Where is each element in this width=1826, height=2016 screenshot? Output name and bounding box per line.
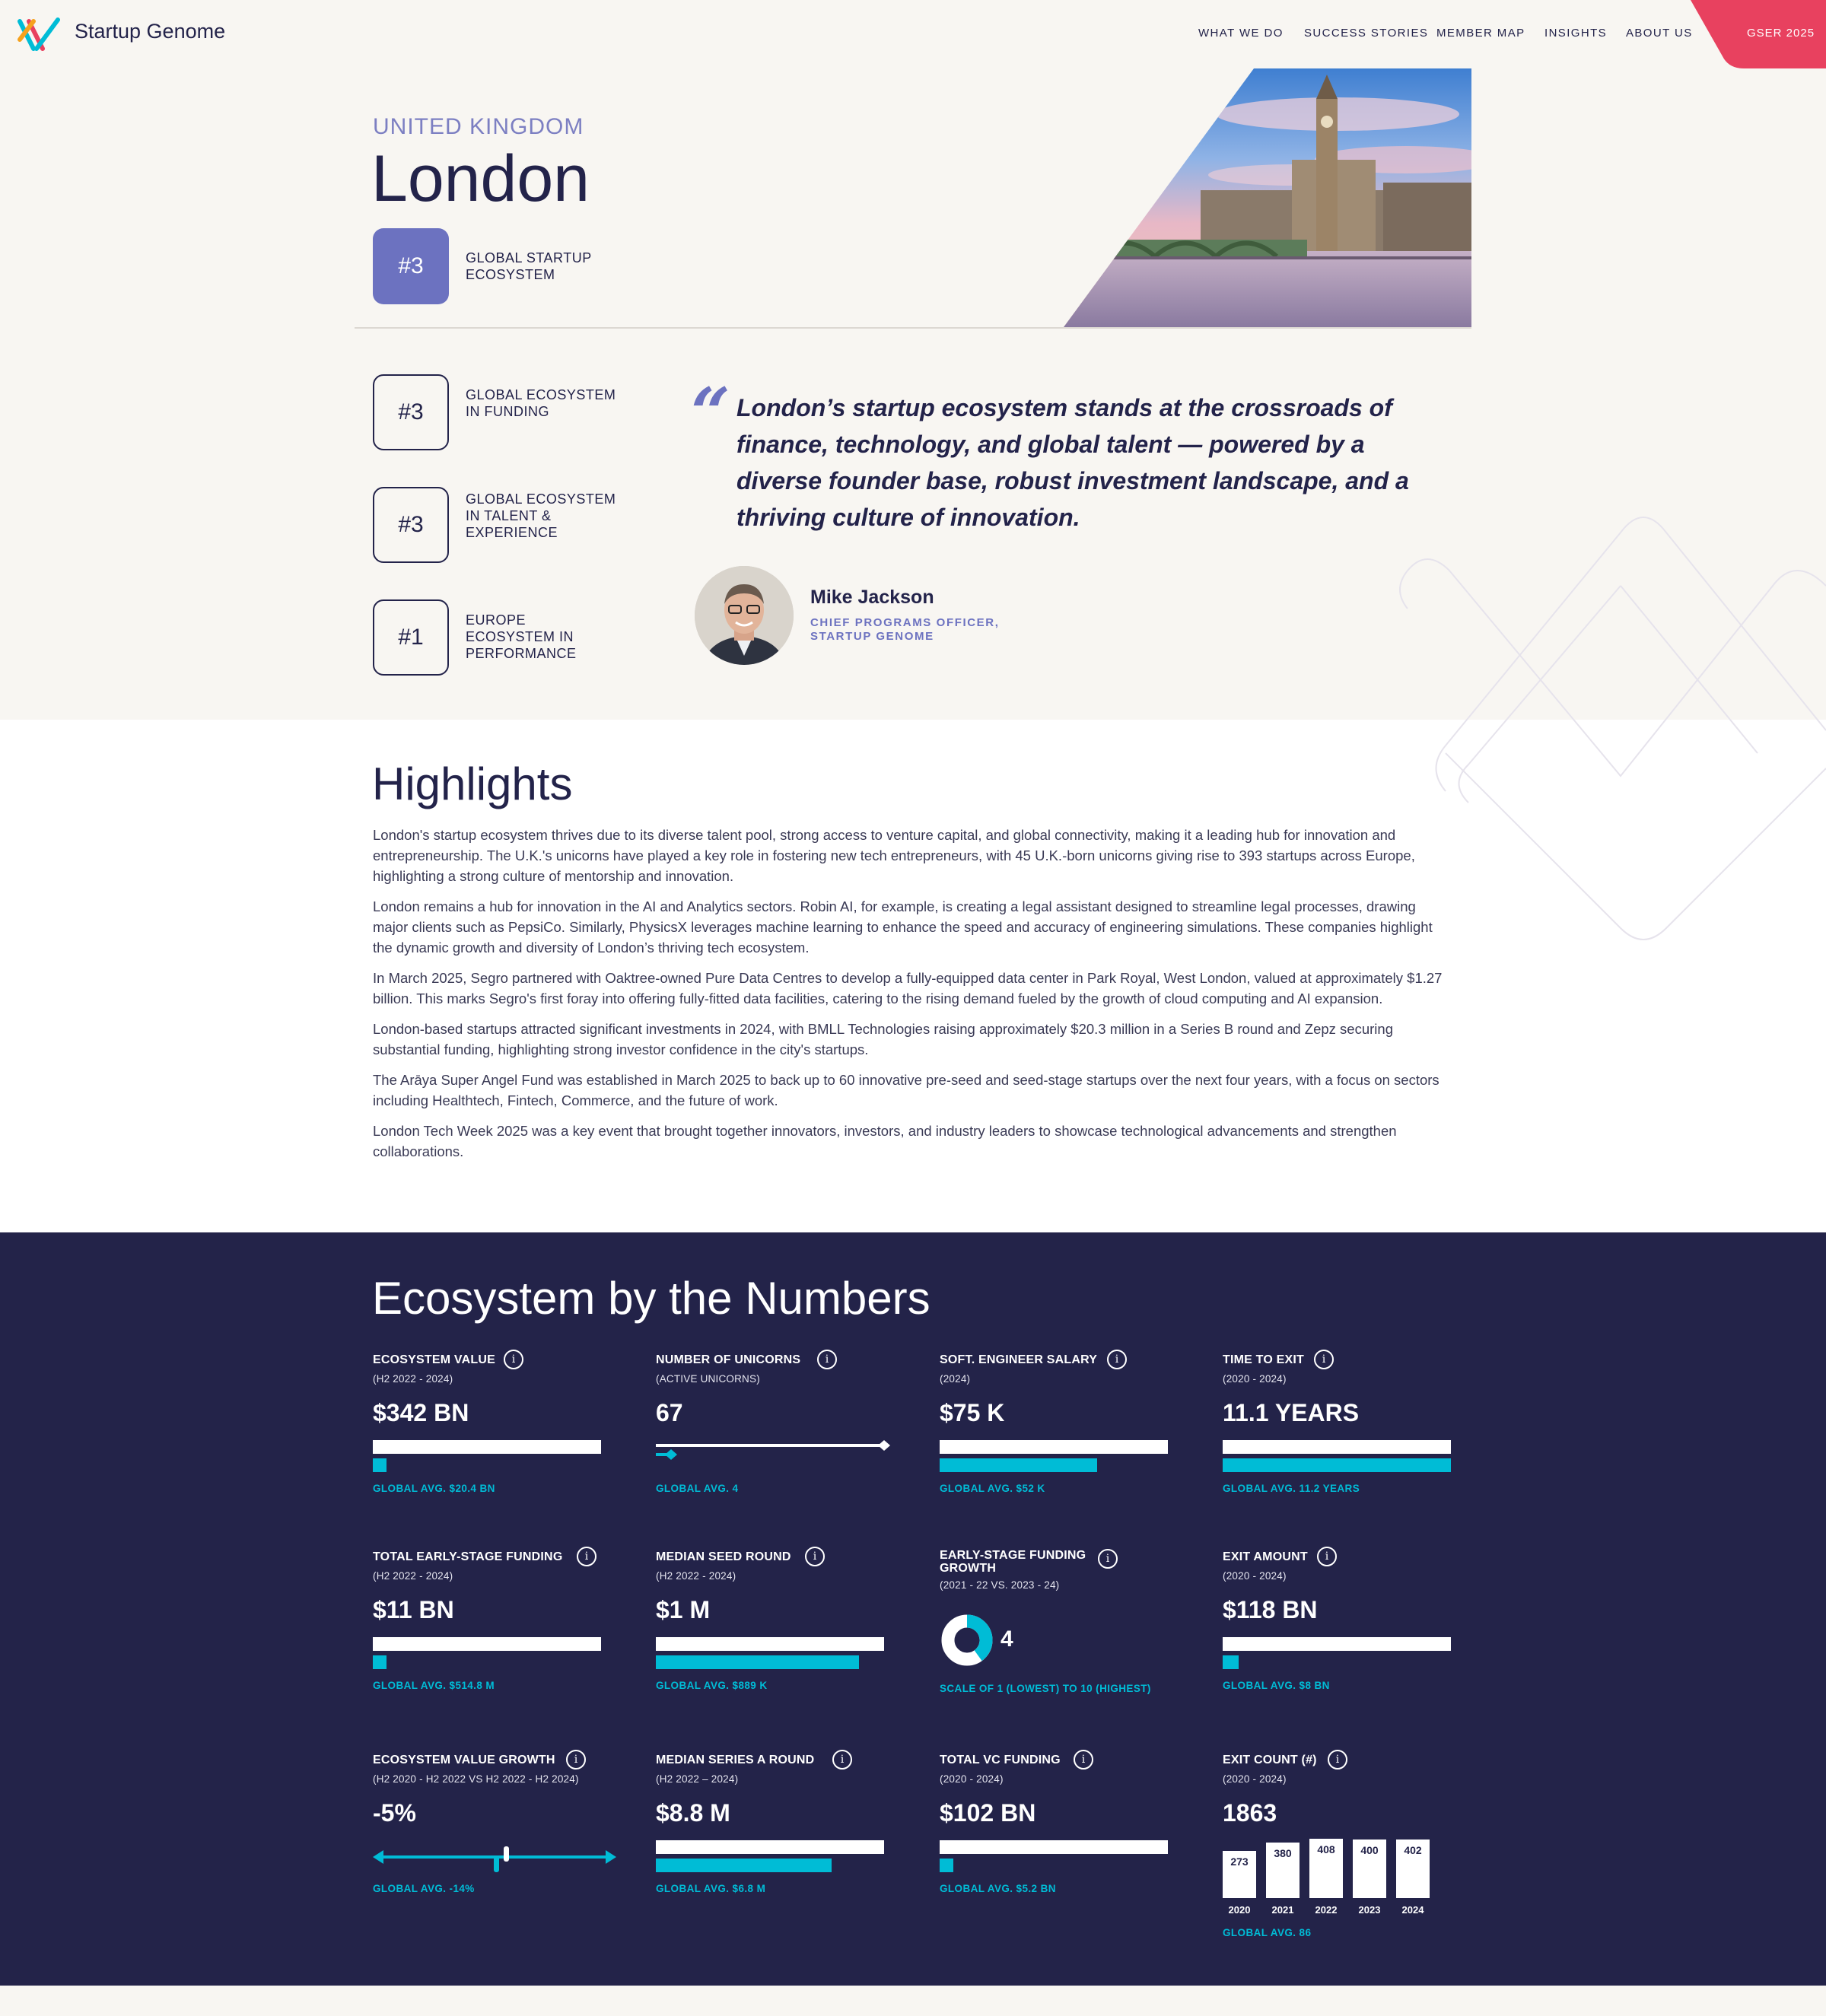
highlight-paragraph: The Arāya Super Angel Fund was established in March 2025 to back up to 60 innovative pre-seed and seed-stage startups over the next four years, with a focus on sectors including Healthtech, Fintech, Commerce, and the future of work. <box>373 1072 1439 1108</box>
exit-count-column: 273 <box>1223 1851 1256 1898</box>
card-subtitle: (ACTIVE UNICORNS) <box>656 1373 760 1385</box>
card-title: TOTAL VC FUNDING <box>940 1754 1061 1766</box>
exit-count-year: 2021 <box>1271 1904 1294 1916</box>
london-skyline-image <box>1064 68 1471 327</box>
gser-2025-label: GSER 2025 <box>1747 27 1815 40</box>
global-avg-label: GLOBAL AVG. -14% <box>373 1883 475 1894</box>
exit-count-year: 2024 <box>1401 1904 1424 1916</box>
top-nav <box>0 0 1826 68</box>
card-subtitle: (2024) <box>940 1373 971 1385</box>
global-avg-label: GLOBAL AVG. $6.8 M <box>656 1883 766 1894</box>
card-subtitle: (H2 2022 – 2024) <box>656 1773 739 1785</box>
hero-divider <box>355 327 1471 329</box>
highlight-paragraph: London Tech Week 2025 was a key event that brought together innovators, investors, and industry leaders to showcase technological advancements and strengthen collaborations. <box>373 1123 1397 1159</box>
global-avg-bar <box>940 1458 1097 1472</box>
global-avg-label: GLOBAL AVG. 11.2 YEARS <box>1223 1483 1360 1494</box>
info-icon[interactable]: i <box>1328 1750 1347 1770</box>
person-title: CHIEF PROGRAMS OFFICER, STARTUP GENOME <box>810 616 1000 643</box>
card-title: NUMBER OF UNICORNS <box>656 1353 801 1366</box>
global-avg-bar <box>373 1655 387 1669</box>
card-title <box>940 1549 1086 1575</box>
card-value: 67 <box>656 1399 683 1426</box>
card-title: ECOSYSTEM VALUE GROWTH <box>373 1754 555 1766</box>
card-subtitle: (2020 - 2024) <box>1223 1373 1287 1385</box>
exit-count-year: 2022 <box>1315 1904 1338 1916</box>
person-name: Mike Jackson <box>810 587 934 608</box>
value-bar <box>940 1440 1168 1454</box>
card-title: EXIT COUNT (#) <box>1223 1754 1317 1766</box>
decorative-lines <box>1392 502 1826 943</box>
value-bar <box>373 1440 601 1454</box>
country-label: UNITED KINGDOM <box>373 114 584 139</box>
rank-funding-label: GLOBAL ECOSYSTEM IN FUNDING <box>466 387 616 419</box>
numbers-section <box>0 1232 1826 1986</box>
value-bar <box>1223 1440 1451 1454</box>
card-title: TOTAL EARLY-STAGE FUNDING <box>373 1550 563 1563</box>
highlights-body <box>373 825 1453 1172</box>
global-avg-label: GLOBAL AVG. $52 K <box>940 1483 1045 1494</box>
global-avg-label: GLOBAL AVG. 4 <box>656 1483 739 1494</box>
value-bar <box>940 1840 1168 1854</box>
global-avg-bar <box>940 1859 953 1872</box>
card-value: -5% <box>373 1799 416 1827</box>
info-icon[interactable]: i <box>504 1350 523 1369</box>
info-icon[interactable]: i <box>577 1547 596 1566</box>
funding-growth-donut <box>940 1613 994 1668</box>
global-avg-bar <box>656 1655 859 1669</box>
value-bar <box>373 1637 601 1651</box>
card-value: $118 BN <box>1223 1596 1318 1623</box>
card-subtitle: (2020 - 2024) <box>940 1773 1004 1785</box>
exit-count-column: 400 <box>1353 1840 1386 1898</box>
highlight-paragraph: London-based startups attracted significant investments in 2024, with BMLL Technologies raising approximately $20.3 million in a Series B round and Zepz securing substantial funding, highlighting strong investor confidence in the city's startups. <box>373 1021 1393 1057</box>
info-icon[interactable]: i <box>832 1750 852 1770</box>
nav-success-stories[interactable]: SUCCESS STORIES <box>1304 27 1429 40</box>
card-title: ECOSYSTEM VALUE <box>373 1353 495 1366</box>
highlights-title: Highlights <box>372 758 573 809</box>
rank-talent-label: GLOBAL ECOSYSTEM IN TALENT & EXPERIENCE <box>466 491 616 540</box>
card-value: $102 BN <box>940 1799 1036 1827</box>
unicorn-slider <box>656 1433 892 1471</box>
info-icon[interactable]: i <box>566 1750 586 1770</box>
exit-count-column: 408 <box>1309 1839 1343 1898</box>
exit-count-year: 2020 <box>1228 1904 1251 1916</box>
exit-count-column: 380 <box>1266 1843 1300 1898</box>
card-subtitle: (H2 2022 - 2024) <box>656 1570 736 1582</box>
global-avg-label: GLOBAL AVG. $8 BN <box>1223 1680 1330 1691</box>
scale-label: SCALE OF 1 (LOWEST) TO 10 (HIGHEST) <box>940 1683 1151 1694</box>
card-value: $342 BN <box>373 1399 469 1426</box>
global-avg-label: GLOBAL AVG. $5.2 BN <box>940 1883 1056 1894</box>
card-value: $8.8 M <box>656 1799 730 1827</box>
numbers-title: Ecosystem by the Numbers <box>372 1273 930 1324</box>
highlight-paragraph: London remains a hub for innovation in the AI and Analytics sectors. Robin AI, for example, is creating a legal assistant designed to streamline legal processes, drawing major clients such as PepsiCo. Similarly, PhysicsX leverages machine learning to enhance the speed and accuracy of engineering simulations. These companies highlight the dynamic growth and diversity of London’s thriving tech ecosystem. <box>373 898 1433 956</box>
global-rank-badge: #3 <box>373 228 449 304</box>
exit-count-year: 2023 <box>1358 1904 1381 1916</box>
global-rank-label: GLOBAL STARTUP ECOSYSTEM <box>466 250 592 282</box>
card-title: EXIT AMOUNT <box>1223 1550 1308 1563</box>
card-value: 11.1 YEARS <box>1223 1399 1360 1426</box>
exit-count-column: 402 <box>1396 1840 1430 1898</box>
card-title: SOFT. ENGINEER SALARY <box>940 1353 1098 1366</box>
page-footer-strip <box>0 1986 1826 2016</box>
card-subtitle: (2020 - 2024) <box>1223 1773 1287 1785</box>
nav-what-we-do[interactable]: WHAT WE DO <box>1198 27 1284 40</box>
card-subtitle: (2020 - 2024) <box>1223 1570 1287 1582</box>
global-avg-bar <box>656 1859 832 1872</box>
card-subtitle: (H2 2022 - 2024) <box>373 1570 453 1582</box>
nav-about-us[interactable]: ABOUT US <box>1626 27 1693 40</box>
card-title-line: EARLY-STAGE FUNDING <box>940 1549 1086 1562</box>
highlight-paragraph: In March 2025, Segro partnered with Oaktree-owned Pure Data Centres to develop a fully-equipped data center in Park Royal, West London, valued at approximately $1.27 billion. This marks Segro's first foray into offering fully-fitted data facilities, catering to the rising demand fueled by the growth of cloud computing and AI expansion. <box>373 970 1443 1006</box>
startup-genome-logo-icon[interactable] <box>17 17 61 53</box>
global-avg-label: GLOBAL AVG. $889 K <box>656 1680 768 1691</box>
global-avg-label: GLOBAL AVG. 86 <box>1223 1927 1312 1938</box>
info-icon[interactable]: i <box>1098 1549 1118 1569</box>
info-icon[interactable]: i <box>1317 1547 1337 1566</box>
info-icon[interactable]: i <box>817 1350 837 1369</box>
card-value: 4 <box>1000 1626 1013 1652</box>
card-subtitle: (H2 2022 - 2024) <box>373 1373 453 1385</box>
card-value: $11 BN <box>373 1596 454 1623</box>
rank-funding-badge: #3 <box>373 374 449 450</box>
value-bar <box>1223 1637 1451 1651</box>
global-avg-bar <box>1223 1458 1451 1472</box>
brand-name[interactable]: Startup Genome <box>75 20 226 43</box>
value-bar <box>656 1637 884 1651</box>
info-icon[interactable]: i <box>1314 1350 1334 1369</box>
highlight-paragraph: London's startup ecosystem thrives due to its diverse talent pool, strong access to venture capital, and global connectivity, making it a leading hub for innovation and entrepreneurship. The U.K.'s unicorns have played a key role in fostering new tech entrepreneurs, with 45 U.K.-born unicorns giving rise to 393 startups across Europe, highlighting a strong culture of mentorship and innovation. <box>373 827 1415 884</box>
global-avg-label: GLOBAL AVG. $20.4 BN <box>373 1483 495 1494</box>
rank-performance-badge: #1 <box>373 599 449 676</box>
rank-talent-badge: #3 <box>373 487 449 563</box>
global-avg-label: GLOBAL AVG. $514.8 M <box>373 1680 495 1691</box>
info-icon[interactable]: i <box>1107 1350 1127 1369</box>
card-title: MEDIAN SERIES A ROUND <box>656 1754 815 1766</box>
global-avg-bar <box>1223 1655 1239 1669</box>
quote-mark-icon: “ <box>691 373 730 453</box>
card-title: TIME TO EXIT <box>1223 1353 1305 1366</box>
avatar <box>695 566 794 665</box>
value-growth-axis <box>373 1839 616 1877</box>
city-title: London <box>371 142 590 215</box>
rank-performance-label: EUROPE ECOSYSTEM IN PERFORMANCE <box>466 612 577 661</box>
exit-count-columns <box>1223 1839 1451 1922</box>
gser-2025-button[interactable] <box>1691 0 1826 68</box>
info-icon[interactable]: i <box>1074 1750 1093 1770</box>
card-value: 1863 <box>1223 1799 1277 1827</box>
info-icon[interactable]: i <box>805 1547 825 1566</box>
nav-member-map[interactable]: MEMBER MAP <box>1436 27 1525 40</box>
nav-insights[interactable]: INSIGHTS <box>1544 27 1608 40</box>
card-value: $75 K <box>940 1399 1005 1426</box>
card-title-line: GROWTH <box>940 1562 997 1575</box>
card-title: MEDIAN SEED ROUND <box>656 1550 791 1563</box>
testimonial-quote: London’s startup ecosystem stands at the crossroads of finance, technology, and global talent — powered by a diverse founder base, robust investment landscape, and a thriving culture of innovation. <box>736 394 1409 531</box>
card-subtitle: (2021 - 22 VS. 2023 - 24) <box>940 1579 1060 1591</box>
card-value: $1 M <box>656 1596 711 1623</box>
global-avg-bar <box>373 1458 387 1472</box>
value-bar <box>656 1840 884 1854</box>
card-subtitle: (H2 2020 - H2 2022 VS H2 2022 - H2 2024) <box>373 1773 579 1785</box>
